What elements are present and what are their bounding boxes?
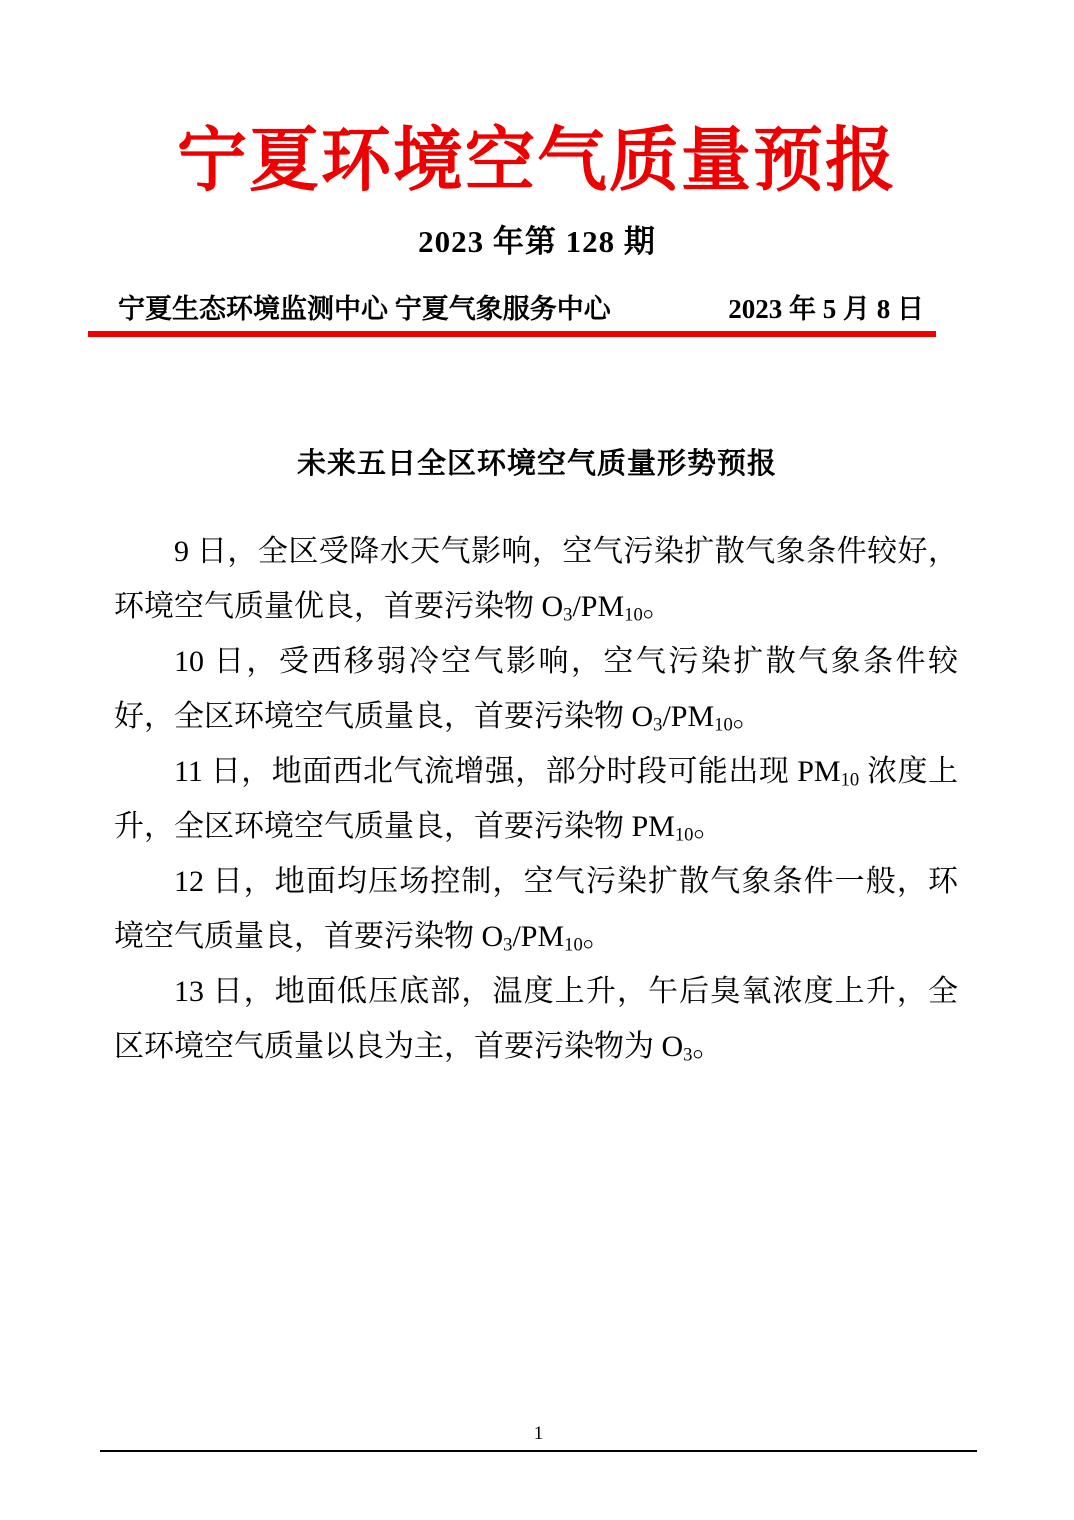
red-divider-rule xyxy=(88,331,936,337)
issue-date: 2023 年 5 月 8 日 xyxy=(728,294,924,325)
issuing-agencies: 宁夏生态环境监测中心 宁夏气象服务中心 xyxy=(118,294,611,325)
document-title: 宁夏环境空气质量预报 xyxy=(177,123,897,200)
forecast-paragraph: 12 日，地面均压场控制，空气污染扩散气象条件一般，环境空气质量良，首要污染物 $O_3/PM_{10}$。 xyxy=(114,865,958,957)
section-title: 未来五日全区环境空气质量形势预报 xyxy=(296,448,777,481)
forecast-paragraphs xyxy=(114,524,958,1074)
page-footer xyxy=(100,1420,977,1452)
masthead-row xyxy=(118,287,924,326)
issue-number: 2023 年第 128 期 xyxy=(418,224,656,260)
page-number: 1 xyxy=(533,1423,544,1444)
forecast-paragraph: 13 日，地面低压底部，温度上升，午后臭氧浓度上升，全区环境空气质量以良为主，首要污染物为 $O_3$。 xyxy=(114,975,958,1067)
forecast-paragraph: 10 日，受西移弱冷空气影响，空气污染扩散气象条件较好，全区环境空气质量良，首要污染物 $O_3/PM_{10}$。 xyxy=(114,645,958,737)
forecast-paragraph: 9 日，全区受降水天气影响，空气污染扩散气象条件较好，环境空气质量优良，首要污染物 $O_3/PM_{10}$。 xyxy=(114,535,958,627)
forecast-paragraph: 11 日，地面西北气流增强，部分时段可能出现 $PM_{10}$ 浓度上升，全区环境空气质量良，首要污染物 $PM_{10}$。 xyxy=(114,755,959,847)
